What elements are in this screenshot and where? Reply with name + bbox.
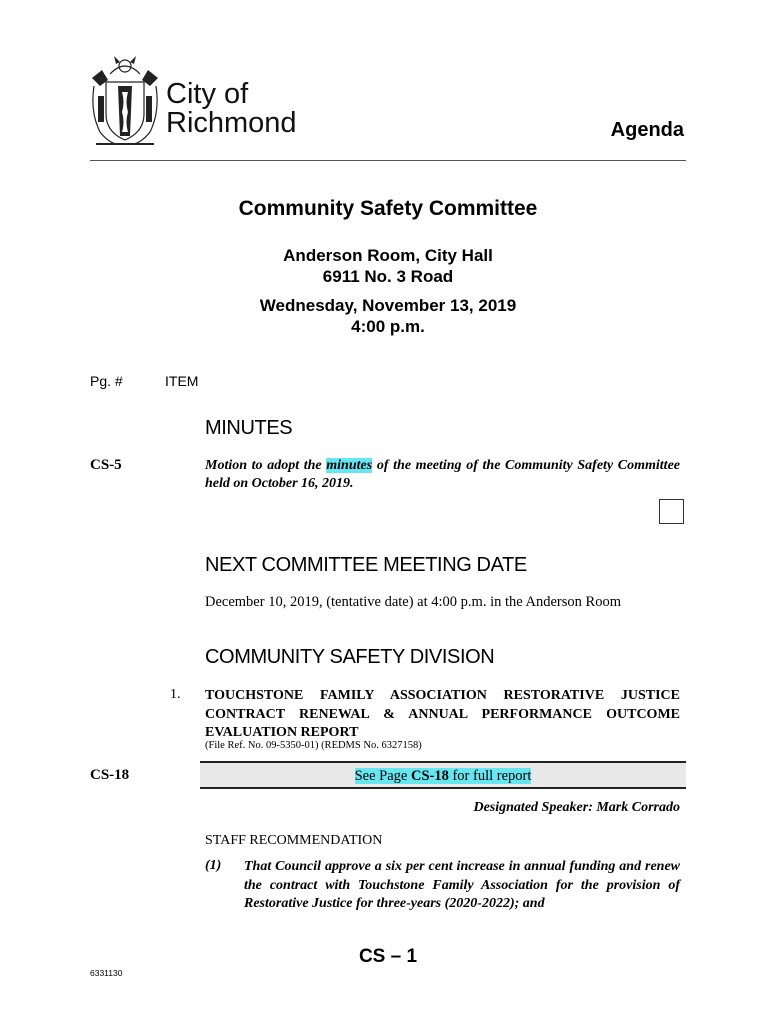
- motion-text-after: of the meeting of the Community Safety Committee held on October 16, 2019.: [205, 458, 681, 491]
- file-reference: (File Ref. No. 09-5350-01) (REDMS No. 6327158): [205, 740, 422, 751]
- column-header-page: Pg. #: [90, 373, 123, 389]
- page-ref-division: CS-18: [90, 767, 130, 783]
- motion-text-before: Motion to adopt the: [205, 458, 327, 473]
- section-heading-division: COMMUNITY SAFETY DIVISION: [205, 646, 495, 668]
- city-name-line1: City of: [166, 78, 249, 110]
- city-name-line2: Richmond: [166, 107, 297, 139]
- next-meeting-text: December 10, 2019, (tentative date) at 4:00 p.m. in the Anderson Room: [205, 594, 621, 610]
- section-heading-minutes: MINUTES: [205, 417, 293, 439]
- meeting-date: Wednesday, November 13, 2019: [259, 296, 517, 315]
- recommendation-text: That Council approve a six per cent increase in annual funding and renew the contract with Touchstone Family Association for the provision of Restorative Justice for three-years (2020-2022); and: [244, 859, 680, 911]
- item-number: 1.: [170, 687, 181, 702]
- meeting-address: 6911 No. 3 Road: [322, 267, 454, 286]
- see-page-before: See Page: [354, 768, 411, 784]
- city-crest-logo: [86, 52, 164, 148]
- meeting-time: 4:00 p.m.: [351, 317, 425, 336]
- city-name: [166, 80, 297, 138]
- page-number: CS – 1: [358, 946, 418, 967]
- motion-checkbox[interactable]: [659, 499, 684, 524]
- document-number: 6331130: [90, 968, 123, 978]
- meeting-room: Anderson Room, City Hall: [283, 246, 493, 265]
- staff-recommendation-heading: STAFF RECOMMENDATION: [205, 833, 383, 848]
- see-page-ref: CS-18: [410, 768, 449, 784]
- minutes-motion: [205, 457, 680, 493]
- column-header-item: ITEM: [165, 373, 199, 389]
- item-title: TOUCHSTONE FAMILY ASSOCIATION RESTORATIVE JUSTICE CONTRACT RENEWAL & ANNUAL PERFORMANCE OUTCOME EVALUATION REPORT: [205, 688, 680, 740]
- minutes-link[interactable]: minutes: [326, 458, 373, 473]
- see-page-link[interactable]: [355, 768, 532, 784]
- designated-speaker: Designated Speaker: Mark Corrado: [473, 800, 680, 815]
- header-divider: [90, 160, 686, 161]
- document-type: Agenda: [610, 119, 684, 141]
- section-heading-next-meeting: NEXT COMMITTEE MEETING DATE: [205, 554, 527, 576]
- see-page-bar: [200, 761, 686, 789]
- see-page-after: for full report: [448, 768, 532, 784]
- committee-title: Community Safety Committee: [238, 197, 538, 220]
- page-ref-minutes: CS-5: [90, 457, 122, 473]
- recommendation-number: (1): [205, 858, 222, 873]
